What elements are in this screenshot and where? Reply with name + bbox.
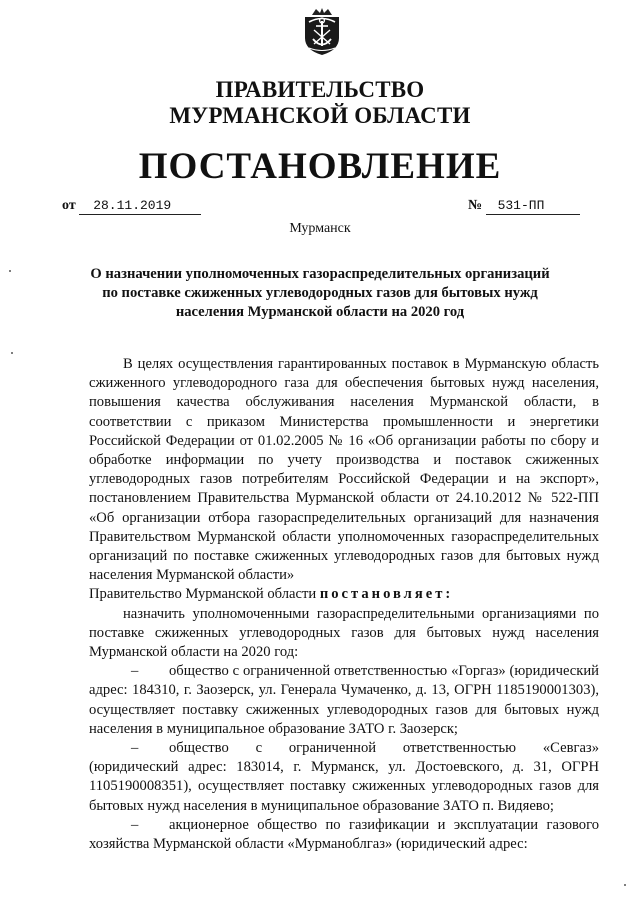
list-dash: – [131,663,139,680]
list-item [89,816,599,854]
preamble-text: В целях осуществления гарантированных поставок в Мурманскую область сжиженного углеводородного газа для обеспечения бытовых нужд населения, повышения качества обслуживания населения Мурманской области, в соответствии с приказом Министерства промышленности и энергетики Российской Федерации от 01.02.2005 № 16 «Об организации работы по сбору и обработке информации по учету производства и поставок сжиженных углеводородных газов потребителям Российской Федерации и на экспорт», постановлением Правительства Мурманской области от 24.10.2012 № 522-ПП «Об организации отбора газораспределительных организаций для назначения Правительством Мурманской области уполномоченных газораспределительных организаций по поставке сжиженных углеводородных газов для бытовых нужд населения Мурманской области» [89,356,599,584]
title-line: О назначении уполномоченных газораспределительных организаций [90,266,550,282]
preamble-paragraph [89,355,599,605]
list-dash: – [131,740,139,757]
document-title [70,265,570,322]
document-city: Мурманск [289,221,351,236]
title-line: населения Мурманской области на 2020 год [175,304,465,320]
number-value: 531-ПП [486,198,580,215]
scan-speck [624,884,626,886]
document-date [62,198,201,215]
list-item [89,662,599,739]
scan-speck [9,270,11,272]
document-number [468,198,580,215]
murmansk-coat-of-arms-icon [303,6,341,56]
list-item-text: акционерное общество по газификации и эксплуатации газового хозяйства Мурманской области «Мурманоблгаз» (юридический адрес: [89,816,599,853]
org-name-line2: МУРМАНСКОЙ ОБЛАСТИ [169,103,471,128]
title-line: по поставке сжиженных углеводородных газов для бытовых нужд [102,285,538,301]
resolves-word: постановляет: [319,586,454,603]
resolves-prefix: Правительство Мурманской области [89,586,317,603]
number-label: № [468,198,483,213]
list-item-text: общество с ограниченной ответственностью «Севгаз» (юридический адрес: 183014, г. Мурманск, ул. Достоевского, д. 31, ОГРН 1105190008351), осуществляет поставку сжиженных углеводородных газов для бытовых нужд населения в муниципальное образование ЗАТО п. Видяево; [89,740,599,814]
document-type: ПОСТАНОВЛЕНИЕ [138,146,502,187]
list-dash: – [131,816,139,833]
scan-speck [11,352,13,354]
clause-paragraph: назначить уполномоченными газораспределительными организациями по поставке сжиженных углеводородных газов для бытовых нужд населения Мурманской области на 2020 год: [89,605,599,661]
list-item-text: общество с ограниченной ответственностью «Горгаз» (юридический адрес: 184310, г. Заозерск, ул. Генерала Чумаченко, д. 13, ОГРН 1185190001303), осуществляет поставку сжиженных углеводородных газов для бытовых нужд населения в муниципальное образование ЗАТО г. Заозерск; [89,663,599,737]
date-label: от [62,198,76,213]
document-body [89,355,599,854]
org-name-line1: ПРАВИТЕЛЬСТВО [215,77,425,102]
list-item [89,739,599,816]
date-value: 28.11.2019 [79,198,201,215]
